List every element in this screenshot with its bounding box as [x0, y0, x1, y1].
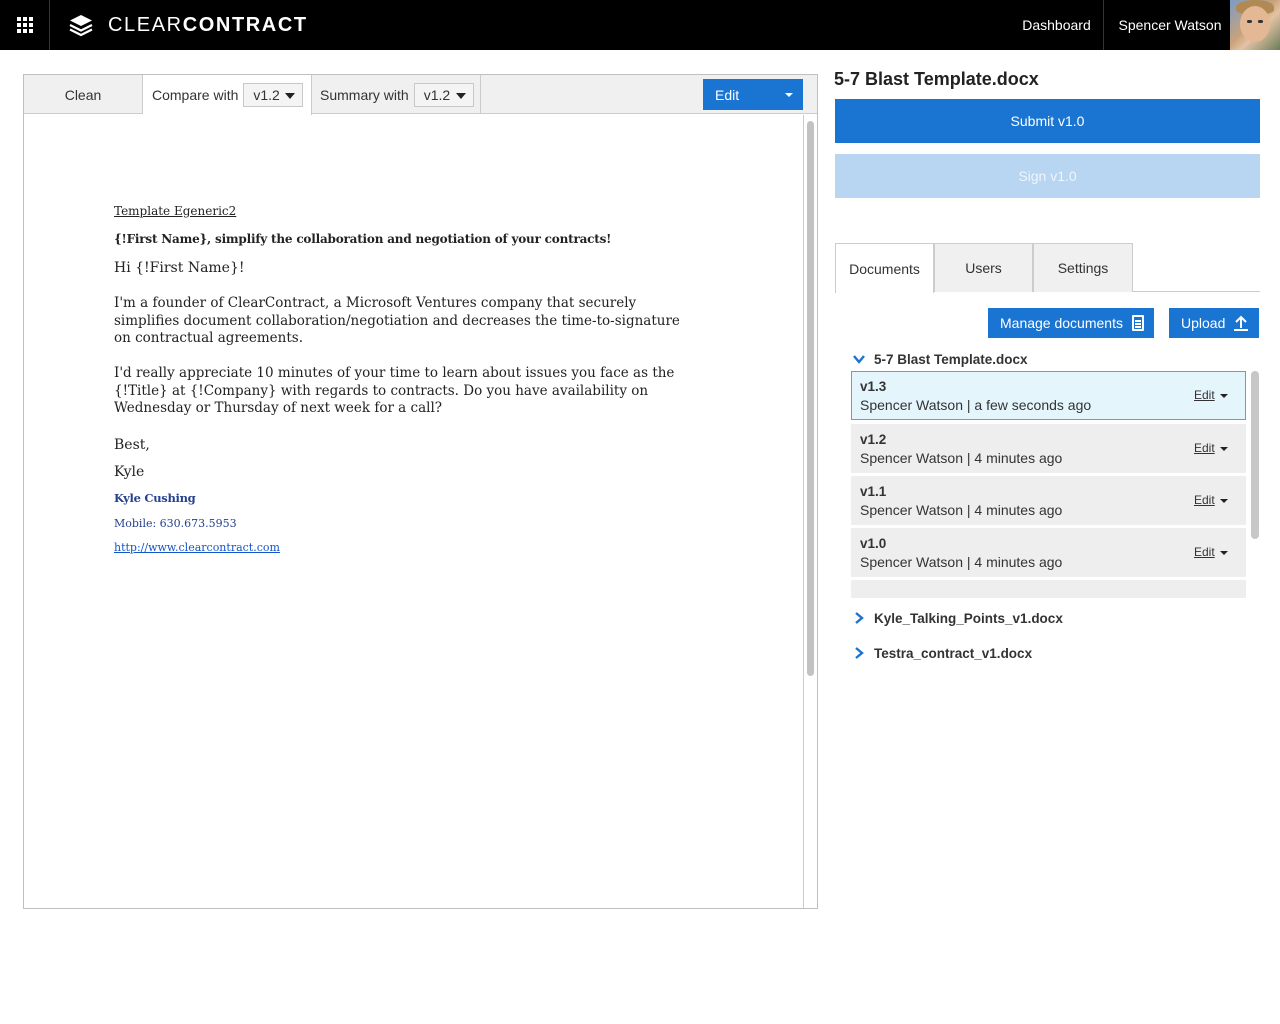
version-list-scrollbar[interactable] — [1251, 371, 1259, 539]
version-name: v1.1 — [860, 484, 887, 499]
tab-clean[interactable]: Clean — [24, 75, 143, 114]
sidebar-tabs — [835, 243, 1260, 292]
version-edit-link[interactable]: Edit — [1194, 545, 1215, 559]
document-sender: Kyle — [114, 464, 145, 480]
avatar[interactable] — [1230, 0, 1280, 50]
caret-down-icon[interactable] — [1220, 499, 1228, 503]
version-edit-link[interactable]: Edit — [1194, 388, 1215, 402]
brand-logo[interactable] — [68, 12, 308, 38]
compare-label: Compare with — [152, 87, 239, 103]
version-edit-link[interactable]: Edit — [1194, 441, 1215, 455]
upload-button[interactable] — [1169, 308, 1259, 338]
version-item-selected[interactable] — [851, 371, 1246, 420]
summary-version-value: v1.2 — [423, 86, 451, 103]
top-bar — [0, 0, 1280, 50]
submit-button[interactable]: Submit v1.0 — [835, 99, 1260, 143]
caret-down-icon[interactable] — [1220, 394, 1228, 398]
page-title: 5-7 Blast Template.docx — [834, 69, 1039, 89]
version-list — [851, 371, 1247, 598]
tab-users[interactable]: Users — [934, 243, 1033, 292]
document-group-collapsed[interactable] — [852, 643, 1032, 663]
document-paragraph: I'm a founder of ClearContract, a Microsoft Ventures company that securely simplifies document collaboration/negotiation and decreases the time-to-signature on contractual agreements. — [114, 295, 680, 346]
chevron-right-icon — [852, 611, 866, 625]
document-headline: {!First Name}, simplify the collaboration and negotiation of your contracts! — [114, 232, 612, 246]
document-group-name: Kyle_Talking_Points_v1.docx — [874, 610, 1063, 626]
document-group-collapsed[interactable] — [852, 608, 1063, 628]
view-mode-tabbar — [24, 75, 817, 114]
tab-compare[interactable] — [143, 75, 312, 115]
signature-mobile: Mobile: 630.673.5953 — [114, 517, 237, 530]
document-scrollbar[interactable] — [803, 115, 817, 908]
summary-version-select[interactable] — [414, 83, 474, 107]
document-paragraph: I'd really appreciate 10 minutes of your time to learn about issues you face as the {!Title} at {!Company} with regards to contracts. Do you have availability on Wednesday or Thursday of next week for a call? — [114, 365, 675, 416]
manage-documents-button[interactable] — [988, 308, 1154, 338]
summary-label: Summary with — [320, 86, 409, 103]
waffle-icon — [17, 17, 33, 33]
document-greeting: Hi {!First Name}! — [114, 260, 245, 276]
caret-down-icon[interactable] — [1220, 447, 1228, 451]
version-name: v1.0 — [860, 536, 887, 551]
app-launcher-button[interactable] — [0, 0, 50, 50]
caret-down-icon — [785, 93, 793, 97]
caret-down-icon[interactable] — [1220, 551, 1228, 555]
nav-dashboard-link[interactable]: Dashboard — [1010, 0, 1104, 50]
edit-button-label: Edit — [715, 86, 740, 103]
version-item[interactable] — [851, 476, 1246, 525]
sign-button[interactable]: Sign v1.0 — [835, 154, 1260, 198]
version-item-partial[interactable] — [851, 580, 1246, 598]
compare-version-value: v1.2 — [253, 87, 280, 103]
version-meta: Spencer Watson | 4 minutes ago — [860, 554, 1063, 570]
signature-name: Kyle Cushing — [114, 491, 196, 505]
tab-summary[interactable] — [312, 75, 481, 114]
document-icon — [1132, 315, 1144, 331]
chevron-right-icon — [852, 646, 866, 660]
brand-name: CLEARCONTRACT — [108, 13, 308, 36]
document-group-expanded[interactable] — [852, 349, 1028, 369]
version-item[interactable] — [851, 424, 1246, 473]
document-content — [24, 115, 801, 908]
document-scrollbar-thumb[interactable] — [807, 121, 814, 676]
compare-version-select[interactable] — [243, 83, 303, 107]
document-group-name: Testra_contract_v1.docx — [874, 645, 1033, 661]
chevron-down-icon — [852, 352, 866, 366]
version-name: v1.2 — [860, 432, 887, 447]
document-group-name: 5-7 Blast Template.docx — [874, 351, 1028, 367]
version-item[interactable] — [851, 528, 1246, 577]
document-title-line: Template Egeneric2 — [114, 204, 237, 218]
version-meta: Spencer Watson | 4 minutes ago — [860, 450, 1063, 466]
layers-icon — [68, 13, 94, 37]
edit-document-button[interactable] — [703, 79, 803, 110]
upload-icon — [1233, 314, 1249, 332]
document-viewer — [23, 74, 818, 909]
caret-down-icon — [456, 93, 466, 99]
signature-website-link[interactable]: http://www.clearcontract.com — [114, 541, 280, 554]
version-meta: Spencer Watson | 4 minutes ago — [860, 502, 1063, 518]
upload-label: Upload — [1181, 315, 1226, 331]
tab-documents[interactable]: Documents — [835, 243, 934, 293]
version-name: v1.3 — [860, 379, 887, 394]
user-menu[interactable]: Spencer Watson — [1118, 17, 1222, 33]
tab-settings[interactable]: Settings — [1033, 243, 1133, 292]
manage-documents-label: Manage documents — [1000, 315, 1123, 331]
version-meta: Spencer Watson | a few seconds ago — [860, 397, 1092, 413]
version-edit-link[interactable]: Edit — [1194, 493, 1215, 507]
caret-down-icon — [285, 93, 295, 99]
document-closing: Best, — [114, 437, 150, 453]
